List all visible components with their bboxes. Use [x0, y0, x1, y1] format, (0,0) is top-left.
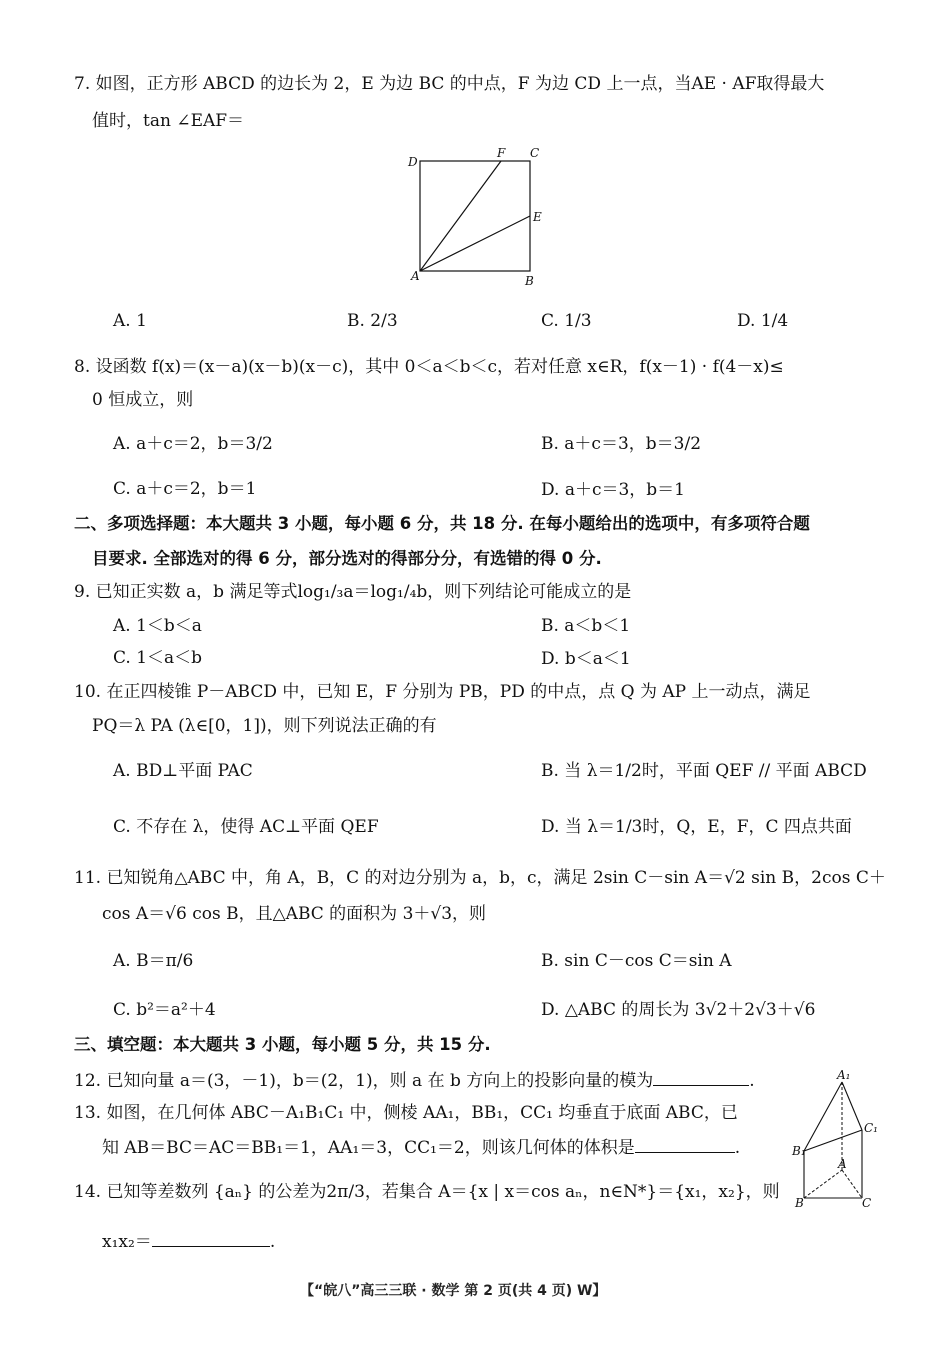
- q14-stem-line2: [102, 1230, 275, 1252]
- q7-stem-line1: 7. 如图，正方形 ABCD 的边长为 2，E 为边 BC 的中点，F 为边 CD 上一点，当AE · AF取得最大: [74, 74, 825, 94]
- q12-end: .: [749, 1071, 755, 1091]
- q13-text: 知 AB＝BC＝AC＝BB₁＝1，AA₁＝3，CC₁＝2，则该几何体的体积是: [102, 1138, 635, 1158]
- section2-heading-line2: 目要求. 全部选对的得 6 分，部分选对的得部分分，有选错的得 0 分.: [92, 549, 602, 568]
- q13-figure-prism: [790, 1068, 880, 1210]
- q11-option-a: A. B＝π/6: [113, 951, 194, 971]
- q9-stem: 9. 已知正实数 a，b 满足等式log₁/₃a＝log₁/₄b，则下列结论可能成立的是: [74, 582, 632, 602]
- q9-option-b: B. a＜b＜1: [541, 616, 631, 636]
- q7-label-f: F: [497, 146, 506, 160]
- q14-text: x₁x₂＝: [102, 1232, 152, 1252]
- q13-label-b: B: [795, 1196, 804, 1210]
- q7-figure-square: [400, 145, 560, 290]
- q12-text: 12. 已知向量 a＝(3，－1)，b＝(2，1)，则 a 在 b 方向上的投影向量的模为: [74, 1071, 654, 1091]
- q13-label-c1: C₁: [864, 1121, 878, 1135]
- q8-option-c: C. a＋c＝2，b＝1: [113, 479, 257, 499]
- q8-stem-line1: 8. 设函数 f(x)＝(x－a)(x－b)(x－c)，其中 0＜a＜b＜c，若对任意 x∈R，f(x－1) · f(4－x)≤: [74, 357, 784, 377]
- q13-end: .: [734, 1138, 741, 1158]
- q11-option-d: D. △ABC 的周长为 3√2＋2√3＋√6: [541, 1000, 816, 1020]
- q13-label-c: C: [862, 1196, 872, 1210]
- q13-stem-line2: [102, 1136, 740, 1158]
- q10-stem-line1: 10. 在正四棱锥 P－ABCD 中，已知 E，F 分别为 PB，PD 的中点，点 Q 为 AP 上一动点，满足: [74, 682, 811, 702]
- section2-heading-line1: 二、多项选择题：本大题共 3 小题，每小题 6 分，共 18 分. 在每小题给出的选项中，有多项符合题: [74, 514, 810, 533]
- q10-option-c: C. 不存在 λ，使得 AC⊥平面 QEF: [113, 817, 379, 837]
- q14-answer-blank[interactable]: [152, 1230, 270, 1247]
- q13-stem-line1: 13. 如图，在几何体 ABC－A₁B₁C₁ 中，侧棱 AA₁，BB₁，CC₁ 均垂直于底面 ABC，已: [74, 1103, 738, 1123]
- q10-option-a: A. BD⊥平面 PAC: [113, 761, 253, 781]
- q7-label-b: B: [525, 274, 534, 288]
- q8-option-b: B. a＋c＝3，b＝3/2: [541, 434, 702, 454]
- q11-option-b: B. sin C－cos C＝sin A: [541, 951, 732, 971]
- q13-label-b1: B₁: [792, 1144, 806, 1158]
- q9-option-c: C. 1＜a＜b: [113, 648, 203, 668]
- q8-stem-line2: 0 恒成立，则: [92, 390, 194, 410]
- q10-option-d: D. 当 λ＝1/3时，Q，E，F，C 四点共面: [541, 817, 852, 837]
- q8-option-a: A. a＋c＝2，b＝3/2: [113, 434, 273, 454]
- q13-answer-blank[interactable]: [635, 1136, 735, 1153]
- q7-stem-line2: 值时，tan ∠EAF＝: [92, 111, 245, 131]
- q11-stem-line2: cos A＝√6 cos B，且△ABC 的面积为 3＋√3，则: [102, 904, 487, 924]
- q9-option-a: A. 1＜b＜a: [113, 616, 202, 636]
- q7-option-c: C. 1/3: [541, 311, 592, 331]
- q12-answer-blank[interactable]: [653, 1069, 749, 1086]
- q7-option-a: A. 1: [113, 311, 147, 331]
- q7-option-b: B. 2/3: [347, 311, 398, 331]
- q7-label-a: A: [411, 269, 420, 283]
- q7-label-e: E: [533, 210, 542, 224]
- q14-end: .: [269, 1232, 276, 1252]
- q7-label-d: D: [408, 155, 418, 169]
- q13-label-a1: A₁: [837, 1068, 851, 1082]
- q9-option-d: D. b＜a＜1: [541, 649, 631, 669]
- q10-stem-line2: PQ＝λ PA (λ∈[0，1])，则下列说法正确的有: [92, 716, 437, 736]
- q7-label-c: C: [530, 146, 540, 160]
- q11-stem-line1: 11. 已知锐角△ABC 中，角 A，B，C 的对边分别为 a，b，c，满足 2sin C－sin A＝√2 sin B，2cos C＋: [74, 868, 886, 888]
- section3-heading: 三、填空题：本大题共 3 小题，每小题 5 分，共 15 分.: [74, 1035, 491, 1054]
- q14-stem-line1: 14. 已知等差数列 {aₙ} 的公差为2π/3，若集合 A＝{x | x＝cos aₙ，n∈N*}＝{x₁，x₂}，则: [74, 1182, 780, 1202]
- page-footer: 【“皖八”高三三联 · 数学 第 2 页(共 4 页) W】: [300, 1283, 607, 1299]
- q13-label-a: A: [838, 1157, 847, 1171]
- q7-option-d: D. 1/4: [737, 311, 789, 331]
- q12-stem: [74, 1069, 755, 1091]
- q8-option-d: D. a＋c＝3，b＝1: [541, 480, 686, 500]
- q11-option-c: C. b²＝a²＋4: [113, 1000, 216, 1020]
- q10-option-b: B. 当 λ＝1/2时，平面 QEF // 平面 ABCD: [541, 761, 867, 781]
